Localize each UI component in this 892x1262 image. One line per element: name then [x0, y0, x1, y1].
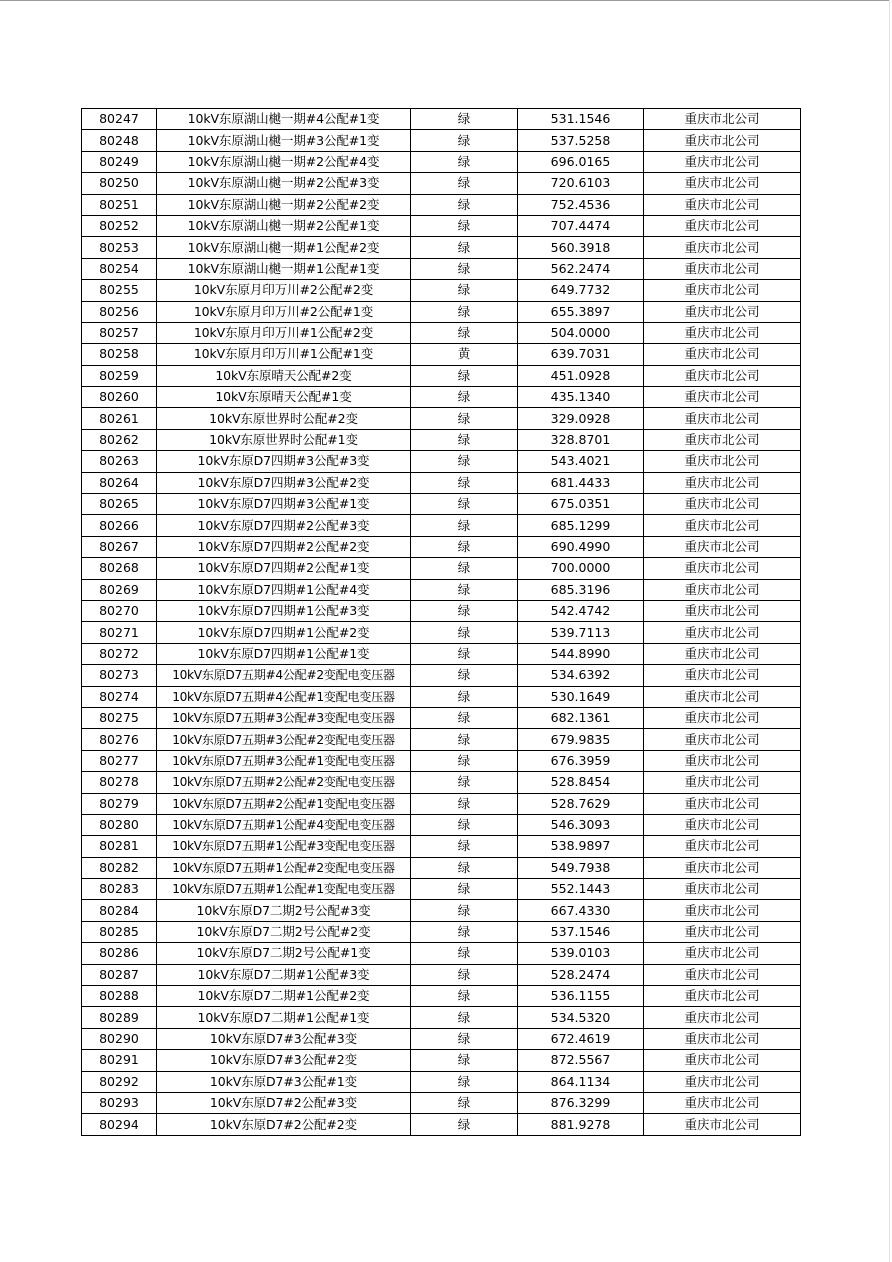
status-cell: 绿 — [411, 1007, 518, 1028]
row-id-cell: 80287 — [82, 964, 157, 985]
status-cell: 绿 — [411, 986, 518, 1007]
company-cell: 重庆市北公司 — [644, 429, 801, 450]
row-id-cell: 80255 — [82, 280, 157, 301]
row-id-cell: 80278 — [82, 772, 157, 793]
table-row — [82, 836, 801, 857]
value-cell: 539.0103 — [518, 943, 644, 964]
table-row — [82, 729, 801, 750]
transformer-name-cell: 10kV东原D7#3公配#1变 — [157, 1071, 411, 1092]
row-id-cell: 80283 — [82, 879, 157, 900]
transformer-name-cell: 10kV东原湖山樾一期#1公配#2变 — [157, 237, 411, 258]
table-row — [82, 643, 801, 664]
value-cell: 682.1361 — [518, 707, 644, 728]
row-id-cell: 80291 — [82, 1050, 157, 1071]
transformer-name-cell: 10kV东原D7四期#1公配#4变 — [157, 579, 411, 600]
transformer-name-cell: 10kV东原D7五期#1公配#3变配电变压器 — [157, 836, 411, 857]
table-row — [82, 707, 801, 728]
transformer-name-cell: 10kV东原湖山樾一期#1公配#1变 — [157, 258, 411, 279]
company-cell: 重庆市北公司 — [644, 472, 801, 493]
company-cell: 重庆市北公司 — [644, 1028, 801, 1049]
transformer-name-cell: 10kV东原D7五期#2公配#1变配电变压器 — [157, 793, 411, 814]
transformer-name-cell: 10kV东原湖山樾一期#3公配#1变 — [157, 130, 411, 151]
table-row — [82, 964, 801, 985]
company-cell: 重庆市北公司 — [644, 1050, 801, 1071]
table-row — [82, 772, 801, 793]
table-row — [82, 814, 801, 835]
value-cell: 685.3196 — [518, 579, 644, 600]
transformer-name-cell: 10kV东原月印万川#2公配#2变 — [157, 280, 411, 301]
table-row — [82, 429, 801, 450]
status-cell: 绿 — [411, 515, 518, 536]
company-cell: 重庆市北公司 — [644, 622, 801, 643]
row-id-cell: 80275 — [82, 707, 157, 728]
value-cell: 639.7031 — [518, 344, 644, 365]
table-row — [82, 237, 801, 258]
table-row — [82, 857, 801, 878]
transformer-name-cell: 10kV东原D7五期#3公配#3变配电变压器 — [157, 707, 411, 728]
value-cell: 655.3897 — [518, 301, 644, 322]
transformer-name-cell: 10kV东原湖山樾一期#2公配#3变 — [157, 173, 411, 194]
row-id-cell: 80269 — [82, 579, 157, 600]
company-cell: 重庆市北公司 — [644, 900, 801, 921]
status-cell: 绿 — [411, 921, 518, 942]
row-id-cell: 80274 — [82, 686, 157, 707]
table-row — [82, 151, 801, 172]
row-id-cell: 80282 — [82, 857, 157, 878]
row-id-cell: 80259 — [82, 365, 157, 386]
row-id-cell: 80293 — [82, 1092, 157, 1113]
status-cell: 绿 — [411, 622, 518, 643]
transformer-name-cell: 10kV东原D7四期#1公配#1变 — [157, 643, 411, 664]
table-row — [82, 322, 801, 343]
status-cell: 绿 — [411, 729, 518, 750]
value-cell: 667.4330 — [518, 900, 644, 921]
status-cell: 绿 — [411, 429, 518, 450]
transformer-name-cell: 10kV东原D7五期#4公配#2变配电变压器 — [157, 665, 411, 686]
table-row — [82, 1092, 801, 1113]
company-cell: 重庆市北公司 — [644, 322, 801, 343]
transformer-name-cell: 10kV东原D7四期#2公配#3变 — [157, 515, 411, 536]
status-cell: 绿 — [411, 1114, 518, 1135]
transformer-name-cell: 10kV东原D7五期#3公配#2变配电变压器 — [157, 729, 411, 750]
value-cell: 552.1443 — [518, 879, 644, 900]
status-cell: 绿 — [411, 301, 518, 322]
transformer-name-cell: 10kV东原D7五期#3公配#1变配电变压器 — [157, 750, 411, 771]
transformer-name-cell: 10kV东原D7#3公配#3变 — [157, 1028, 411, 1049]
status-cell: 绿 — [411, 772, 518, 793]
value-cell: 649.7732 — [518, 280, 644, 301]
row-id-cell: 80284 — [82, 900, 157, 921]
transformer-name-cell: 10kV东原湖山樾一期#2公配#2变 — [157, 194, 411, 215]
table-row — [82, 173, 801, 194]
status-cell: 绿 — [411, 836, 518, 857]
company-cell: 重庆市北公司 — [644, 986, 801, 1007]
value-cell: 539.7113 — [518, 622, 644, 643]
status-cell: 绿 — [411, 857, 518, 878]
company-cell: 重庆市北公司 — [644, 750, 801, 771]
status-cell: 绿 — [411, 151, 518, 172]
transformer-name-cell: 10kV东原D7五期#2公配#2变配电变压器 — [157, 772, 411, 793]
table-row — [82, 344, 801, 365]
row-id-cell: 80247 — [82, 109, 157, 130]
table-row — [82, 558, 801, 579]
company-cell: 重庆市北公司 — [644, 173, 801, 194]
value-cell: 534.6392 — [518, 665, 644, 686]
status-cell: 绿 — [411, 130, 518, 151]
table-row — [82, 258, 801, 279]
status-cell: 绿 — [411, 322, 518, 343]
transformer-name-cell: 10kV东原晴天公配#1变 — [157, 387, 411, 408]
value-cell: 560.3918 — [518, 237, 644, 258]
status-cell: 绿 — [411, 1092, 518, 1113]
table-body — [82, 109, 801, 1136]
status-cell: 绿 — [411, 1071, 518, 1092]
company-cell: 重庆市北公司 — [644, 344, 801, 365]
table-row — [82, 686, 801, 707]
company-cell: 重庆市北公司 — [644, 921, 801, 942]
transformer-name-cell: 10kV东原世界时公配#2变 — [157, 408, 411, 429]
status-cell: 绿 — [411, 600, 518, 621]
value-cell: 504.0000 — [518, 322, 644, 343]
table-row — [82, 622, 801, 643]
table-row — [82, 515, 801, 536]
row-id-cell: 80261 — [82, 408, 157, 429]
company-cell: 重庆市北公司 — [644, 194, 801, 215]
company-cell: 重庆市北公司 — [644, 1092, 801, 1113]
value-cell: 531.1546 — [518, 109, 644, 130]
row-id-cell: 80290 — [82, 1028, 157, 1049]
value-cell: 681.4433 — [518, 472, 644, 493]
company-cell: 重庆市北公司 — [644, 643, 801, 664]
table-row — [82, 536, 801, 557]
value-cell: 864.1134 — [518, 1071, 644, 1092]
company-cell: 重庆市北公司 — [644, 280, 801, 301]
company-cell: 重庆市北公司 — [644, 237, 801, 258]
transformer-name-cell: 10kV东原D7五期#1公配#1变配电变压器 — [157, 879, 411, 900]
company-cell: 重庆市北公司 — [644, 130, 801, 151]
row-id-cell: 80294 — [82, 1114, 157, 1135]
row-id-cell: 80272 — [82, 643, 157, 664]
status-cell: 绿 — [411, 109, 518, 130]
status-cell: 绿 — [411, 173, 518, 194]
transformer-name-cell: 10kV东原湖山樾一期#4公配#1变 — [157, 109, 411, 130]
table-row — [82, 1028, 801, 1049]
table-row — [82, 1114, 801, 1135]
table-row — [82, 494, 801, 515]
status-cell: 绿 — [411, 643, 518, 664]
value-cell: 675.0351 — [518, 494, 644, 515]
table-row — [82, 472, 801, 493]
transformer-name-cell: 10kV东原晴天公配#2变 — [157, 365, 411, 386]
value-cell: 544.8990 — [518, 643, 644, 664]
value-cell: 679.9835 — [518, 729, 644, 750]
status-cell: 绿 — [411, 215, 518, 236]
value-cell: 676.3959 — [518, 750, 644, 771]
company-cell: 重庆市北公司 — [644, 215, 801, 236]
status-cell: 绿 — [411, 665, 518, 686]
table-row — [82, 793, 801, 814]
status-cell: 绿 — [411, 793, 518, 814]
table-row — [82, 900, 801, 921]
row-id-cell: 80248 — [82, 130, 157, 151]
table-row — [82, 365, 801, 386]
status-cell: 绿 — [411, 280, 518, 301]
company-cell: 重庆市北公司 — [644, 579, 801, 600]
transformer-name-cell: 10kV东原月印万川#2公配#1变 — [157, 301, 411, 322]
company-cell: 重庆市北公司 — [644, 707, 801, 728]
company-cell: 重庆市北公司 — [644, 1071, 801, 1092]
value-cell: 537.5258 — [518, 130, 644, 151]
transformer-name-cell: 10kV东原D7二期2号公配#2变 — [157, 921, 411, 942]
company-cell: 重庆市北公司 — [644, 515, 801, 536]
row-id-cell: 80254 — [82, 258, 157, 279]
value-cell: 328.8701 — [518, 429, 644, 450]
transformer-name-cell: 10kV东原D7五期#1公配#2变配电变压器 — [157, 857, 411, 878]
value-cell: 700.0000 — [518, 558, 644, 579]
company-cell: 重庆市北公司 — [644, 1007, 801, 1028]
table-row — [82, 921, 801, 942]
transformer-name-cell: 10kV东原D7四期#3公配#2变 — [157, 472, 411, 493]
row-id-cell: 80281 — [82, 836, 157, 857]
company-cell: 重庆市北公司 — [644, 729, 801, 750]
value-cell: 537.1546 — [518, 921, 644, 942]
table-row — [82, 280, 801, 301]
value-cell: 435.1340 — [518, 387, 644, 408]
value-cell: 528.8454 — [518, 772, 644, 793]
status-cell: 绿 — [411, 237, 518, 258]
company-cell: 重庆市北公司 — [644, 258, 801, 279]
status-cell: 绿 — [411, 194, 518, 215]
table-row — [82, 579, 801, 600]
value-cell: 451.0928 — [518, 365, 644, 386]
status-cell: 绿 — [411, 536, 518, 557]
company-cell: 重庆市北公司 — [644, 109, 801, 130]
status-cell: 黄 — [411, 344, 518, 365]
transformer-name-cell: 10kV东原D7四期#1公配#3变 — [157, 600, 411, 621]
company-cell: 重庆市北公司 — [644, 1114, 801, 1135]
table-row — [82, 943, 801, 964]
company-cell: 重庆市北公司 — [644, 793, 801, 814]
row-id-cell: 80286 — [82, 943, 157, 964]
table-row — [82, 301, 801, 322]
row-id-cell: 80249 — [82, 151, 157, 172]
value-cell: 672.4619 — [518, 1028, 644, 1049]
row-id-cell: 80288 — [82, 986, 157, 1007]
value-cell: 720.6103 — [518, 173, 644, 194]
transformer-name-cell: 10kV东原D7四期#2公配#2变 — [157, 536, 411, 557]
status-cell: 绿 — [411, 707, 518, 728]
value-cell: 685.1299 — [518, 515, 644, 536]
company-cell: 重庆市北公司 — [644, 387, 801, 408]
transformer-name-cell: 10kV东原D7二期#1公配#3变 — [157, 964, 411, 985]
table-row — [82, 130, 801, 151]
row-id-cell: 80285 — [82, 921, 157, 942]
status-cell: 绿 — [411, 387, 518, 408]
company-cell: 重庆市北公司 — [644, 451, 801, 472]
status-cell: 绿 — [411, 686, 518, 707]
transformer-name-cell: 10kV东原D7二期2号公配#3变 — [157, 900, 411, 921]
table-row — [82, 1050, 801, 1071]
table-row — [82, 451, 801, 472]
company-cell: 重庆市北公司 — [644, 964, 801, 985]
row-id-cell: 80279 — [82, 793, 157, 814]
status-cell: 绿 — [411, 365, 518, 386]
company-cell: 重庆市北公司 — [644, 857, 801, 878]
status-cell: 绿 — [411, 558, 518, 579]
row-id-cell: 80273 — [82, 665, 157, 686]
company-cell: 重庆市北公司 — [644, 365, 801, 386]
transformer-name-cell: 10kV东原D7二期#1公配#1变 — [157, 1007, 411, 1028]
company-cell: 重庆市北公司 — [644, 665, 801, 686]
company-cell: 重庆市北公司 — [644, 943, 801, 964]
row-id-cell: 80250 — [82, 173, 157, 194]
status-cell: 绿 — [411, 879, 518, 900]
transformer-name-cell: 10kV东原D7四期#2公配#1变 — [157, 558, 411, 579]
company-cell: 重庆市北公司 — [644, 301, 801, 322]
table-row — [82, 600, 801, 621]
company-cell: 重庆市北公司 — [644, 408, 801, 429]
transformer-name-cell: 10kV东原D7二期2号公配#1变 — [157, 943, 411, 964]
table-row — [82, 665, 801, 686]
value-cell: 528.7629 — [518, 793, 644, 814]
row-id-cell: 80292 — [82, 1071, 157, 1092]
row-id-cell: 80267 — [82, 536, 157, 557]
status-cell: 绿 — [411, 408, 518, 429]
value-cell: 538.9897 — [518, 836, 644, 857]
row-id-cell: 80271 — [82, 622, 157, 643]
status-cell: 绿 — [411, 750, 518, 771]
page-right-border — [889, 0, 890, 1262]
value-cell: 534.5320 — [518, 1007, 644, 1028]
transformer-name-cell: 10kV东原湖山樾一期#2公配#1变 — [157, 215, 411, 236]
table-row — [82, 109, 801, 130]
status-cell: 绿 — [411, 964, 518, 985]
row-id-cell: 80264 — [82, 472, 157, 493]
row-id-cell: 80277 — [82, 750, 157, 771]
table-row — [82, 408, 801, 429]
company-cell: 重庆市北公司 — [644, 558, 801, 579]
value-cell: 530.1649 — [518, 686, 644, 707]
row-id-cell: 80276 — [82, 729, 157, 750]
table-row — [82, 387, 801, 408]
page-top-border — [0, 0, 890, 1]
row-id-cell: 80262 — [82, 429, 157, 450]
row-id-cell: 80268 — [82, 558, 157, 579]
company-cell: 重庆市北公司 — [644, 879, 801, 900]
status-cell: 绿 — [411, 258, 518, 279]
company-cell: 重庆市北公司 — [644, 536, 801, 557]
status-cell: 绿 — [411, 1050, 518, 1071]
row-id-cell: 80289 — [82, 1007, 157, 1028]
row-id-cell: 80270 — [82, 600, 157, 621]
table-row — [82, 194, 801, 215]
row-id-cell: 80263 — [82, 451, 157, 472]
status-cell: 绿 — [411, 451, 518, 472]
table-row — [82, 750, 801, 771]
company-cell: 重庆市北公司 — [644, 686, 801, 707]
row-id-cell: 80266 — [82, 515, 157, 536]
status-cell: 绿 — [411, 1028, 518, 1049]
value-cell: 542.4742 — [518, 600, 644, 621]
row-id-cell: 80257 — [82, 322, 157, 343]
value-cell: 549.7938 — [518, 857, 644, 878]
value-cell: 329.0928 — [518, 408, 644, 429]
row-id-cell: 80258 — [82, 344, 157, 365]
table-row — [82, 215, 801, 236]
company-cell: 重庆市北公司 — [644, 600, 801, 621]
transformer-name-cell: 10kV东原世界时公配#1变 — [157, 429, 411, 450]
status-cell: 绿 — [411, 494, 518, 515]
transformer-name-cell: 10kV东原D7四期#1公配#2变 — [157, 622, 411, 643]
status-cell: 绿 — [411, 472, 518, 493]
table-row — [82, 1007, 801, 1028]
company-cell: 重庆市北公司 — [644, 836, 801, 857]
transformer-name-cell: 10kV东原D7四期#3公配#1变 — [157, 494, 411, 515]
transformer-name-cell: 10kV东原D7二期#1公配#2变 — [157, 986, 411, 1007]
company-cell: 重庆市北公司 — [644, 772, 801, 793]
transformer-name-cell: 10kV东原D7#2公配#3变 — [157, 1092, 411, 1113]
value-cell: 696.0165 — [518, 151, 644, 172]
row-id-cell: 80251 — [82, 194, 157, 215]
table-row — [82, 986, 801, 1007]
transformer-table — [81, 108, 801, 1136]
table-row — [82, 879, 801, 900]
status-cell: 绿 — [411, 943, 518, 964]
value-cell: 707.4474 — [518, 215, 644, 236]
company-cell: 重庆市北公司 — [644, 494, 801, 515]
status-cell: 绿 — [411, 900, 518, 921]
transformer-name-cell: 10kV东原湖山樾一期#2公配#4变 — [157, 151, 411, 172]
value-cell: 752.4536 — [518, 194, 644, 215]
row-id-cell: 80280 — [82, 814, 157, 835]
row-id-cell: 80252 — [82, 215, 157, 236]
transformer-name-cell: 10kV东原D7#3公配#2变 — [157, 1050, 411, 1071]
row-id-cell: 80260 — [82, 387, 157, 408]
status-cell: 绿 — [411, 814, 518, 835]
value-cell: 543.4021 — [518, 451, 644, 472]
transformer-name-cell: 10kV东原月印万川#1公配#1变 — [157, 344, 411, 365]
company-cell: 重庆市北公司 — [644, 814, 801, 835]
transformer-name-cell: 10kV东原月印万川#1公配#2变 — [157, 322, 411, 343]
value-cell: 872.5567 — [518, 1050, 644, 1071]
table-row — [82, 1071, 801, 1092]
transformer-name-cell: 10kV东原D7四期#3公配#3变 — [157, 451, 411, 472]
value-cell: 881.9278 — [518, 1114, 644, 1135]
value-cell: 546.3093 — [518, 814, 644, 835]
value-cell: 562.2474 — [518, 258, 644, 279]
value-cell: 690.4990 — [518, 536, 644, 557]
company-cell: 重庆市北公司 — [644, 151, 801, 172]
row-id-cell: 80265 — [82, 494, 157, 515]
value-cell: 876.3299 — [518, 1092, 644, 1113]
transformer-name-cell: 10kV东原D7五期#1公配#4变配电变压器 — [157, 814, 411, 835]
row-id-cell: 80253 — [82, 237, 157, 258]
value-cell: 528.2474 — [518, 964, 644, 985]
value-cell: 536.1155 — [518, 986, 644, 1007]
row-id-cell: 80256 — [82, 301, 157, 322]
status-cell: 绿 — [411, 579, 518, 600]
transformer-name-cell: 10kV东原D7#2公配#2变 — [157, 1114, 411, 1135]
transformer-name-cell: 10kV东原D7五期#4公配#1变配电变压器 — [157, 686, 411, 707]
